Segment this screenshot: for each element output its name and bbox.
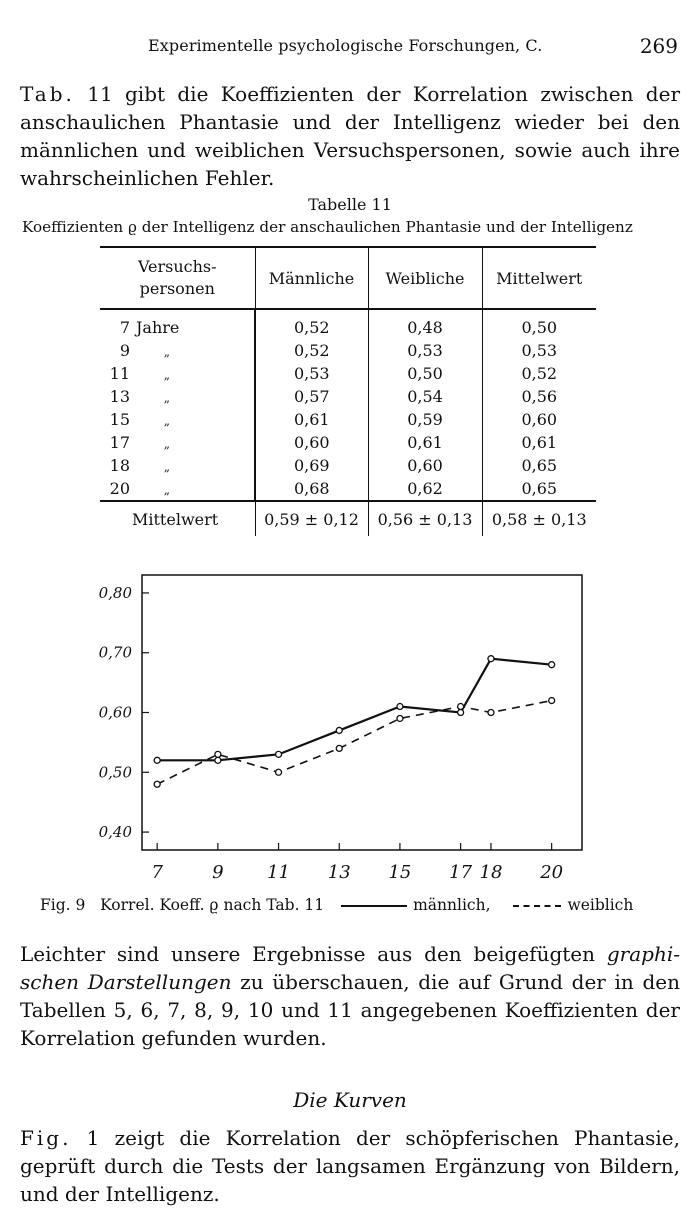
age-unit: „ <box>163 483 170 497</box>
x-tick-label: 9 <box>212 862 224 883</box>
legend-dashed-swatch <box>513 905 561 907</box>
header-female: Weibliche <box>368 247 482 309</box>
cell-female: 0,60 <box>368 454 482 477</box>
age-value: 20 <box>109 479 130 498</box>
table-row <box>100 362 596 385</box>
age-value: 17 <box>109 433 130 452</box>
cell-persons <box>100 454 255 477</box>
data-point-female <box>397 715 403 721</box>
x-tick-label: 13 <box>327 862 351 883</box>
footer-male: 0,59 ± 0,12 <box>255 501 368 536</box>
line-text: 1 zeigt die Korrelation der schöpferischen Phantasie, <box>71 1126 680 1150</box>
x-tick-label: 17 <box>449 862 473 883</box>
line-text: 11 gibt die Koeffizienten der Korrelation zwischen der <box>74 82 680 106</box>
data-point-male <box>336 727 342 733</box>
cell-female: 0,59 <box>368 408 482 431</box>
text-line <box>20 1124 680 1152</box>
cell-male: 0,52 <box>255 339 368 362</box>
y-tick-label: 0,50 <box>98 763 132 782</box>
running-header <box>0 34 700 60</box>
age-value: 9 <box>119 341 130 360</box>
age-value: 13 <box>109 387 130 406</box>
y-tick-label: 0,60 <box>98 703 132 722</box>
cell-mean: 0,60 <box>521 410 558 429</box>
table-row <box>100 477 596 501</box>
age-unit: „ <box>163 460 170 474</box>
table-row <box>100 339 596 362</box>
table-header-row <box>100 247 596 309</box>
line-text: anschaulichen Phantasie und der Intelligenz wieder bei den <box>20 110 680 134</box>
legend-solid-swatch <box>341 905 407 907</box>
data-point-female <box>458 704 464 710</box>
cell-mean: 0,61 <box>521 433 558 452</box>
text-line <box>20 80 680 108</box>
cell-male: 0,68 <box>255 477 368 501</box>
plot-frame <box>142 575 582 850</box>
cell-mean: 0,52 <box>521 364 558 383</box>
cell-persons <box>100 477 255 501</box>
footer-label-text: Mittelwert <box>132 509 219 529</box>
x-tick-label: 20 <box>540 862 564 883</box>
cell-female: 0,62 <box>368 477 482 501</box>
x-tick-label: 15 <box>388 862 412 883</box>
figure-label: Fig. 9 <box>40 896 86 914</box>
cell-male: 0,52 <box>255 309 368 339</box>
age-unit: „ <box>163 437 170 451</box>
correlation-line-chart <box>0 560 700 890</box>
cell-persons <box>100 385 255 408</box>
cell-mean: 0,65 <box>521 456 558 475</box>
age-value: 18 <box>109 456 130 475</box>
data-point-male <box>276 751 282 757</box>
cell-female: 0,61 <box>368 431 482 454</box>
spaced-lead: Fig. <box>20 1126 72 1150</box>
data-point-female <box>215 751 221 757</box>
cell-mean: 0,65 <box>521 479 558 498</box>
footer-mean: 0,58 ± 0,13 <box>482 501 596 536</box>
y-tick-label: 0,80 <box>98 583 132 602</box>
x-tick-label: 7 <box>151 862 163 883</box>
figure-caption-text: Korrel. Koeff. ϱ nach Tab. 11 <box>100 896 325 914</box>
cell-female: 0,50 <box>368 362 482 385</box>
age-value: 11 <box>109 364 130 383</box>
data-point-female <box>549 698 555 704</box>
table-row <box>100 385 596 408</box>
text-line <box>20 164 680 192</box>
text-line <box>20 968 680 996</box>
cell-male: 0,69 <box>255 454 368 477</box>
data-point-male <box>458 710 464 716</box>
cell-male: 0,53 <box>255 362 368 385</box>
table-label: Tabelle 11 <box>308 195 392 214</box>
line-text: Leichter sind unsere Ergebnisse aus den beigefügten <box>20 942 607 966</box>
legend-female: weiblich <box>567 896 634 914</box>
series-group <box>154 656 554 788</box>
cell-female: 0,48 <box>368 309 482 339</box>
line-text: geprüft durch die Tests der langsamen Ergänzung von Bildern, <box>20 1154 680 1178</box>
cell-mean: 0,56 <box>521 387 558 406</box>
text-line <box>20 940 680 968</box>
page-number: 269 <box>639 34 678 58</box>
running-title: Experimentelle psychologische Forschungen, C. <box>148 36 543 55</box>
text-line <box>20 996 680 1024</box>
cell-male: 0,57 <box>255 385 368 408</box>
spaced-lead: Tab. <box>20 82 75 106</box>
table-body <box>100 309 596 501</box>
cell-mean: 0,50 <box>521 318 558 337</box>
cell-persons <box>100 362 255 385</box>
header-persons: Versuchs- personen <box>100 247 255 309</box>
cell-persons <box>100 431 255 454</box>
data-point-female <box>336 745 342 751</box>
section-heading: Die Kurven <box>293 1088 407 1112</box>
cell-persons <box>100 309 255 339</box>
cell-male: 0,61 <box>255 408 368 431</box>
cell-female: 0,53 <box>368 339 482 362</box>
section-paragraph <box>20 1124 680 1208</box>
header-mean: Mittelwert <box>482 247 596 309</box>
cell-mean: 0,53 <box>521 341 558 360</box>
line-text: und der Intelligenz. <box>20 1182 220 1206</box>
line-italic: graphi- <box>606 942 680 966</box>
intro-paragraph <box>20 80 680 192</box>
age-unit: „ <box>163 391 170 405</box>
table-row <box>100 454 596 477</box>
line-text: zu überschauen, die auf Grund der in den <box>231 970 681 994</box>
data-point-male <box>154 757 160 763</box>
cell-male: 0,60 <box>255 431 368 454</box>
text-line <box>20 108 680 136</box>
x-tick-label: 18 <box>479 862 503 883</box>
body-paragraph <box>20 940 680 1052</box>
table-row <box>100 309 596 339</box>
y-tick-label: 0,40 <box>98 823 132 842</box>
correlation-table <box>100 246 596 536</box>
text-line <box>20 136 680 164</box>
data-point-female <box>154 781 160 787</box>
text-line <box>20 1152 680 1180</box>
age-unit: „ <box>163 414 170 428</box>
table-row <box>100 431 596 454</box>
line-text: Korrelation gefunden wurden. <box>20 1026 327 1050</box>
x-axis <box>151 843 563 883</box>
line-italic: schen Darstellungen <box>20 970 232 994</box>
text-line <box>20 1024 680 1052</box>
text-line <box>20 1180 680 1208</box>
line-text: männlichen und weiblichen Versuchspersonen, sowie auch ihre <box>20 138 680 162</box>
header-male: Männliche <box>255 247 368 309</box>
cell-persons <box>100 339 255 362</box>
data-point-female <box>488 710 494 716</box>
line-text: wahrscheinlichen Fehler. <box>20 166 275 190</box>
data-point-male <box>397 704 403 710</box>
legend-male: männlich, <box>413 896 491 914</box>
data-point-male <box>215 757 221 763</box>
data-point-female <box>276 769 282 775</box>
table-caption: Koeffizienten ϱ der Intelligenz der anschaulichen Phantasie und der Intelligenz <box>22 218 633 236</box>
footer-female: 0,56 ± 0,13 <box>368 501 482 536</box>
data-point-male <box>549 662 555 668</box>
y-tick-label: 0,70 <box>98 643 132 662</box>
figure-caption <box>40 896 633 914</box>
cell-female: 0,54 <box>368 385 482 408</box>
table-row <box>100 408 596 431</box>
table-footer-row <box>100 501 596 536</box>
line-text: Tabellen 5, 6, 7, 8, 9, 10 und 11 angegebenen Koeffizienten der <box>20 998 680 1022</box>
age-value: 15 <box>109 410 130 429</box>
age-unit: „ <box>163 368 170 382</box>
x-tick-label: 11 <box>267 862 291 883</box>
cell-persons <box>100 408 255 431</box>
age-unit: „ <box>163 345 170 359</box>
footer-label <box>100 501 255 536</box>
age-unit: Jahre <box>136 318 180 337</box>
data-point-male <box>488 656 494 662</box>
age-value: 7 <box>119 318 130 337</box>
